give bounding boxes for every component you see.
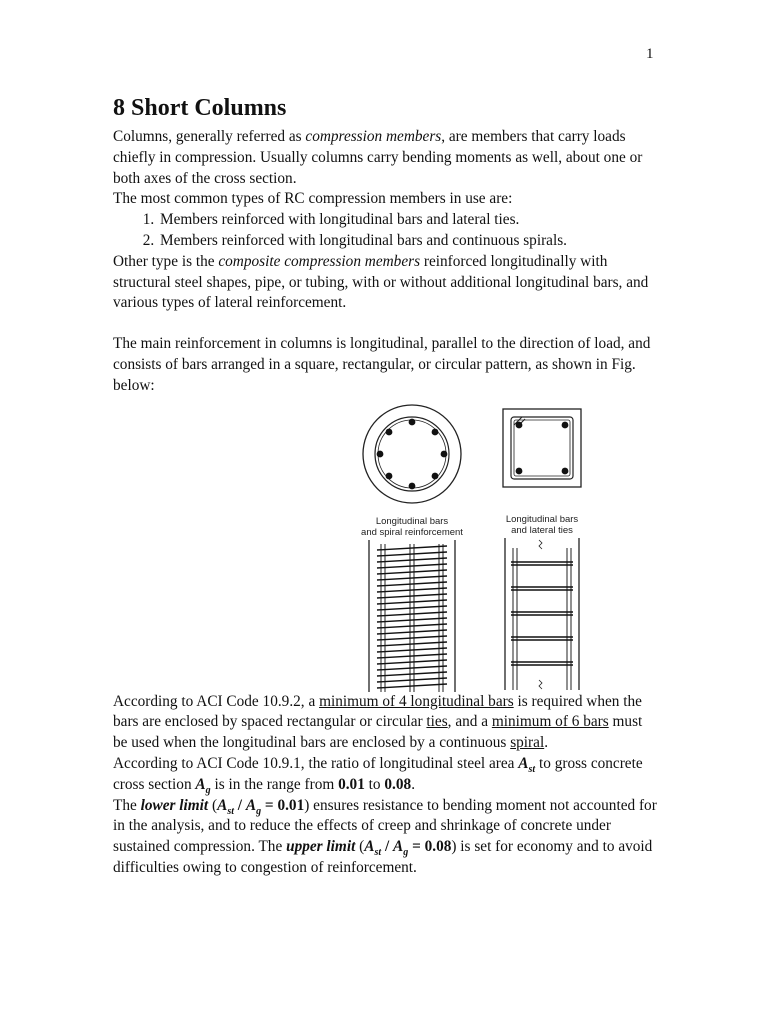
spiral-column-illustration: [349, 399, 475, 692]
list-item: 2. Members reinforced with longitudinal bars and continuous spirals.: [158, 231, 658, 252]
spiral-caption-line1: Longitudinal bars: [375, 516, 449, 528]
page-title: 8 Short Columns: [113, 95, 287, 121]
spiral-elevation: [349, 540, 475, 692]
document-body: [113, 92, 658, 879]
composite-paragraph: Other type is the composite compression members reinforced longitudinally with structural steel shapes, pipe, or tubing, with or without additional longitudinal bars, and various types of lateral reinforcement.: [113, 252, 649, 312]
limits-paragraph: The lower limit $(A_{st} / A_g = 0.01)$ ensures resistance to bending moment not accounted for in the analysis, and to reduce the effects of creep and shrinkage of concrete under sustained compression. The upper limit $(A_{st} / A_g = 0.08)$ is set for economy and to avoid difficulties owing to congestion of reinforcement.: [113, 796, 657, 876]
tied-cross-section: [499, 405, 585, 501]
spiral-caption-line2: and spiral reinforcement: [361, 527, 463, 539]
spiral-cross-section: [349, 399, 475, 509]
tied-caption-line2: and lateral ties: [511, 525, 573, 537]
aci-10-9-2-paragraph: According to ACI Code 10.9.2, a minimum of 4 longitudinal bars is required when the bars are enclosed by spaced rectangular or circular ties, and a minimum of 6 bars must be used when the longitudinal bars are enclosed by a continuous spiral.: [113, 692, 643, 752]
main-reinforcement-paragraph: The main reinforcement in columns is longitudinal, parallel to the direction of load, and consists of bars arranged in a square, rectangular, or circular pattern, as shown in Fig. below:: [113, 335, 651, 394]
types-list: [113, 210, 658, 252]
tied-column-illustration: [499, 399, 585, 692]
tied-caption-line1: Longitudinal bars: [505, 514, 579, 526]
page-number: 1: [646, 46, 654, 62]
list-item: 1. Members reinforced with longitudinal bars and lateral ties.: [158, 210, 658, 231]
column-reinforcement-figure: [349, 399, 658, 692]
tied-elevation: [499, 538, 585, 690]
intro-paragraph: Columns, generally referred as compression members, are members that carry loads chiefly in compression. Usually columns carry bending moments as well, about one or both axes of the cross section.: [113, 128, 643, 187]
aci-10-9-1-paragraph: According to ACI Code 10.9.1, the ratio of longitudinal steel area $A_{st}$ to gross concrete cross section $A_g$ is in the range from 0.01 to 0.08.: [113, 754, 643, 796]
types-intro: The most common types of RC compression members in use are:: [113, 190, 513, 208]
